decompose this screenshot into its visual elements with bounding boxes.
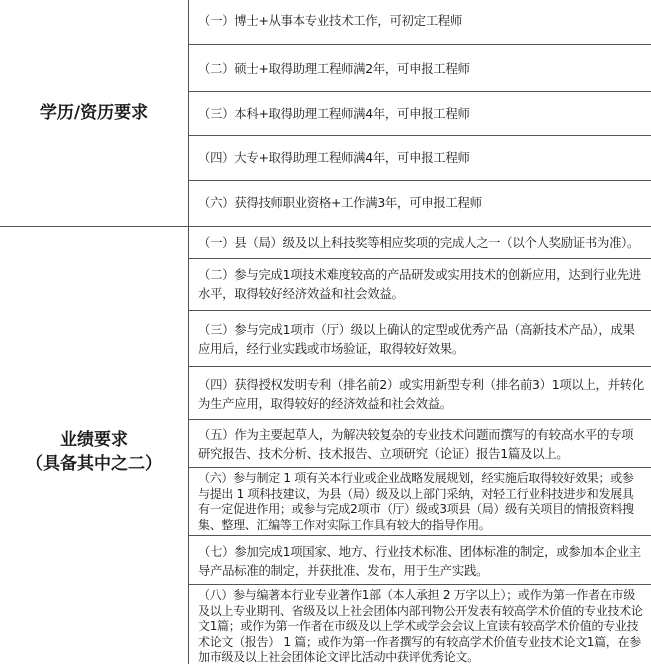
row-divider: [188, 258, 651, 259]
row-divider: [188, 467, 651, 468]
requirement-item: （三）参与完成1项市（厅）级以上确认的定型或优秀产品（高新技术产品），成果应用后，经行业实践或市场验证，取得较好效果。: [198, 322, 635, 356]
section-label-performance: [0, 428, 188, 476]
requirement-item: （八）参与编著本行业专业著作1部（本人承担 2 万字以上）；或作为第一作者在市级及以上专业期刊、省级及以上社会团体内部刊物公开发表有较高学术价值的专业技术论文1篇；或作为第一作者在市级及以上学术或学会会议上宣读有较高学术价值的专业技术论文（报告） 1 篇；或作为第一作者撰写的有较高学术价值专业技术论文1篇，在参加市级及以上社会团体论文评比活动中获评优秀论文。: [198, 588, 643, 664]
requirement-item: （六）获得技师职业资格+工作满3年，可申报工程师: [198, 195, 482, 210]
section-label-line: 业绩要求: [60, 430, 128, 450]
row-divider: [188, 366, 651, 367]
row-divider: [188, 44, 651, 45]
column-divider: [188, 0, 189, 664]
row-divider: [188, 180, 651, 181]
row-divider: [188, 584, 651, 585]
section-label-line: 学历/资历要求: [39, 103, 149, 123]
row-divider: [188, 419, 651, 420]
section-label-education: [0, 101, 188, 125]
requirement-item: （七）参加完成1项国家、地方、行业技术标准、团体标准的制定，或参加本企业主导产品标准的制定，并获批准、发布，用于生产实践。: [198, 544, 641, 578]
requirement-item: （五）作为主要起草人，为解决较复杂的专业技术问题而撰写的有较高水平的专项研究报告、技术分析、技术报告、立项研究（论证）报告1篇及以上。: [198, 427, 634, 461]
requirement-item: （二）硕士+取得助理工程师满2年，可申报工程师: [198, 61, 470, 76]
requirement-item: （四）获得授权发明专利（排名前2）或实用新型专利（排名前3）1项以上，并转化为生产应用，取得较好的经济效益和社会效益。: [198, 377, 644, 411]
requirement-item: （一）博士+从事本专业技术工作，可初定工程师: [198, 13, 462, 28]
row-divider: [188, 135, 651, 136]
requirement-item: （六）参与制定 1 项有关本行业或企业战略发展规划，经实施后取得较好效果；或参与提出 1 项科技建议，为县（局）级及以上部门采纳，对轻工行业科技进步和发展具有一定促进作用；或参与完成2项市（厅）级或3项县（局）级有关项目的情报资料搜集、整理、汇编等工作对实际工作具有较大的指导作用。: [198, 471, 634, 532]
requirement-item: （三）本科+取得助理工程师满4年，可申报工程师: [198, 106, 470, 121]
requirement-item: （四）大专+取得助理工程师满4年，可申报工程师: [198, 150, 470, 165]
row-divider: [188, 91, 651, 92]
requirement-item: （一）县（局）级及以上科技奖等相应奖项的完成人之一（以个人奖励证书为准）。: [198, 235, 640, 250]
section-divider: [0, 226, 651, 227]
section-label-line: （具备其中之二）: [26, 454, 162, 474]
requirement-item: （二）参与完成1项技术难度较高的产品研发或实用技术的创新应用，达到行业先进水平，取得较好经济效益和社会效益。: [198, 267, 641, 301]
row-divider: [188, 310, 651, 311]
row-divider: [188, 535, 651, 536]
